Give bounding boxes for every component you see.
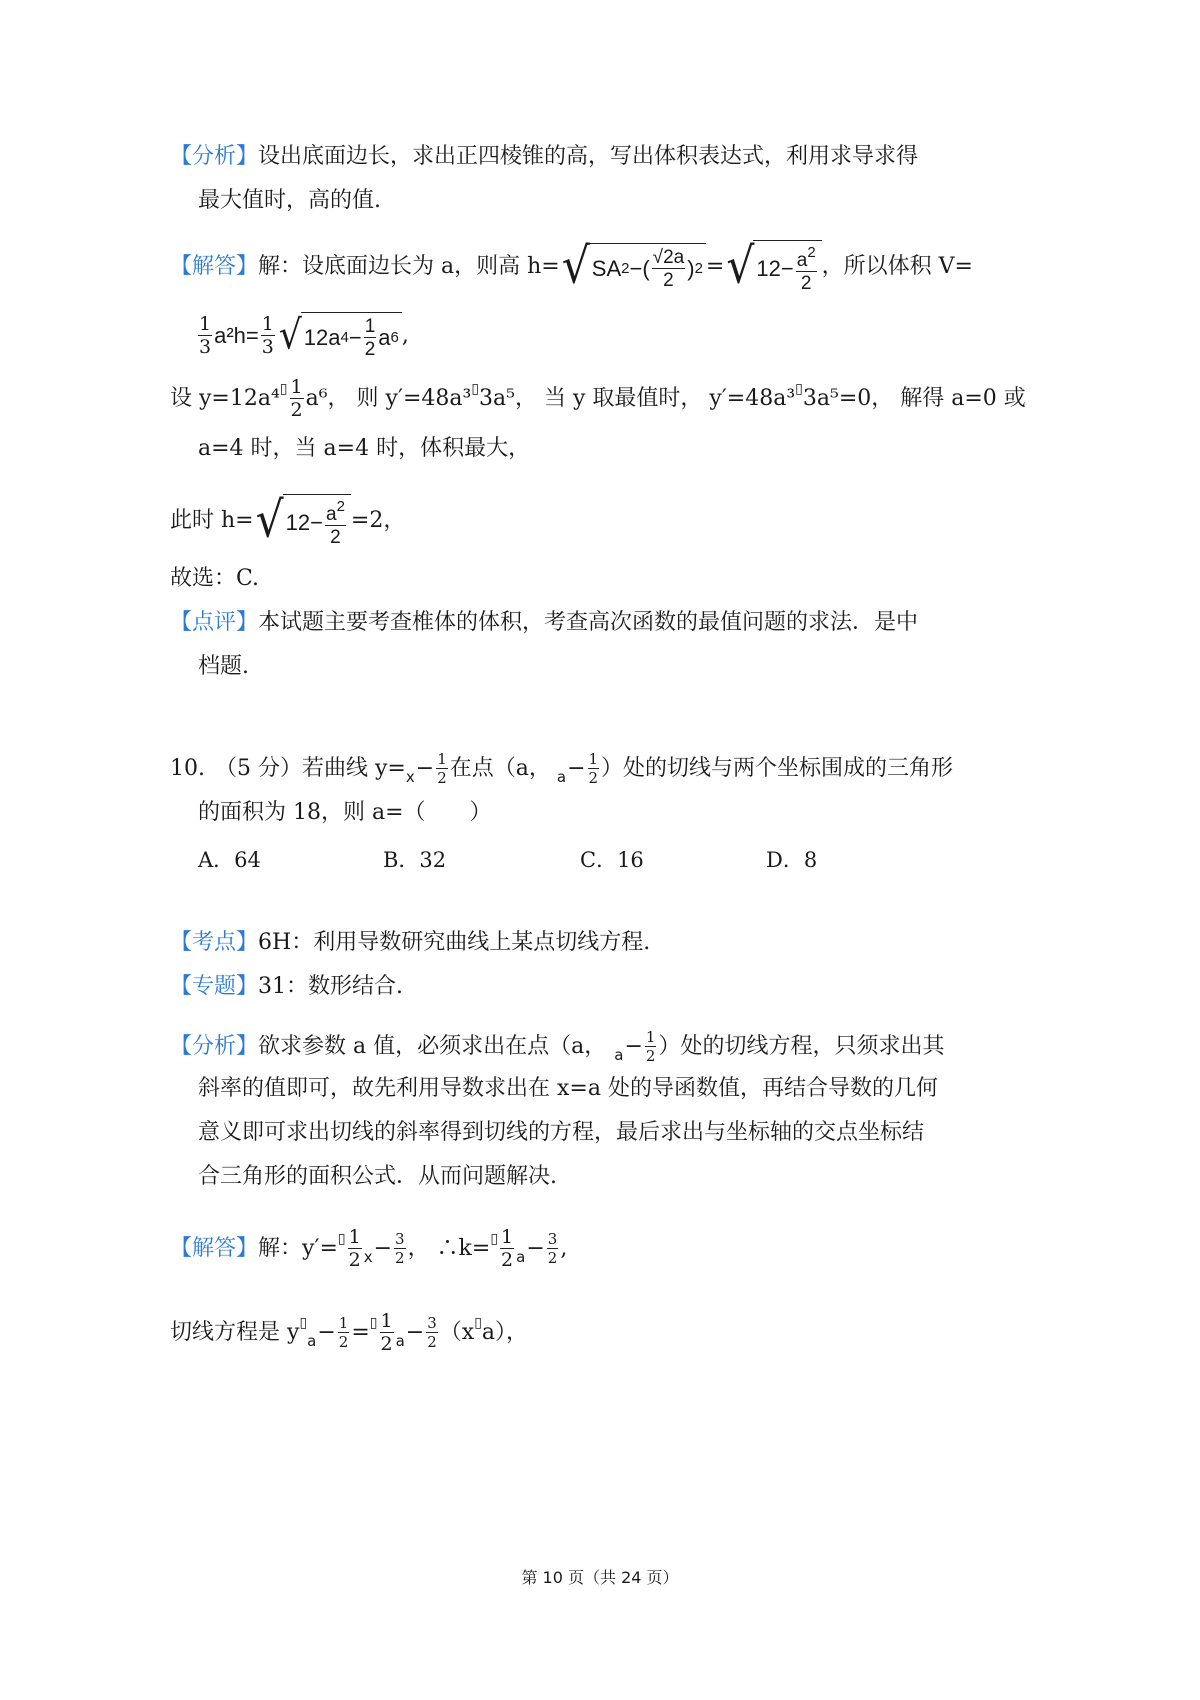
frac-num-11: 1 [501, 1226, 514, 1248]
math-x: x [405, 768, 415, 786]
math-sa: SA [591, 256, 622, 281]
zhuanti-line [170, 972, 403, 1002]
frac-num-10: 3 [395, 1230, 405, 1248]
analysis2-text-4: 合三角形的面积公式．从而问题解决. [198, 1164, 557, 1189]
frac-den: 3 [199, 335, 212, 358]
frac-num-2: 1 [261, 312, 274, 335]
math-minus-9: − [526, 1236, 545, 1261]
sqrt-expression-2: √ 12 − $\frac{a^2}{2}$ [726, 240, 821, 293]
option-c[interactable]: C．16 [580, 848, 644, 872]
frac-den-5: 2 [330, 527, 341, 548]
sqrt-expression-4: √ 12 − $\frac{a^2}{2}$ [256, 494, 351, 547]
placeholder-glyph-4: ▯ [337, 1231, 346, 1247]
math-minus-11: − [405, 1320, 425, 1345]
analysis2-post: ）处的切线方程，只须求出其 [658, 1034, 945, 1059]
analysis2-pre: 欲求参数 a 值，必须求出在点（a， [258, 1034, 607, 1059]
frac-den-9: 2 [348, 1249, 361, 1271]
frac-den-14: 2 [380, 1333, 393, 1355]
question-line-2: 的面积为 18，则 a=（ ） [198, 800, 492, 825]
solution2-mid: ， ∴k= [407, 1236, 491, 1261]
question-number: 10. [170, 756, 205, 781]
sqrt-expression-3: √ 12a 4 − $\frac{1}{2}$ a 6 [279, 312, 402, 359]
tangent-pre: 切线方程是 y [170, 1320, 300, 1345]
math-a-4: a [326, 504, 337, 525]
solution2-line-1 [170, 1228, 567, 1270]
placeholder-glyph: ▯ [279, 381, 288, 397]
math-12a: 12a [303, 325, 341, 350]
answer-text: 故选：C. [170, 566, 260, 591]
analysis-text-2: 最大值时，高的值. [198, 188, 381, 213]
frac-num: 1 [199, 312, 212, 335]
math-minus-7: − [624, 1034, 643, 1059]
solution-text: 解：设底面边长为 a，则高 h= [258, 253, 560, 279]
tangent-line: 切线方程是 y ▯ a − $\frac{1}{2}$ = ▯ $\frac{1}{2}$ a − $\frac{3}{2}$ （x ▯ a）， [170, 1310, 529, 1355]
kaodian-tag: 【考点】 [170, 930, 259, 955]
h-pre: 此时 h= [170, 507, 254, 533]
math-a-2: a [796, 250, 808, 271]
placeholder-glyph-5: ▯ [490, 1231, 499, 1247]
analysis2-line-4 [198, 1162, 557, 1192]
a4-text: a=4 时，当 a=4 时，体积最大， [198, 436, 531, 461]
analysis-line-1 [170, 142, 918, 172]
math-sqrt2: √2 [652, 247, 674, 268]
solution-line-1: 【解答】 解：设底面边长为 a，则高 h= √ SA 2 − ( $\frac{√2a}{2}$ ) 2 = √ 12 − $\frac{a^2}{2}$ ，所以体积 V= [170, 237, 973, 295]
math-minus-8: − [373, 1236, 393, 1261]
set-y-tail: a⁶， 则 y′=48a³ [305, 386, 472, 411]
analysis2-tag: 【分析】 [170, 1034, 259, 1059]
zhuanti-text: 31：数形结合. [258, 974, 404, 999]
comment-text-2: 档题. [198, 654, 249, 679]
set-y-tail-3: 3a⁵=0， 解得 a=0 或 [802, 386, 1026, 411]
frac-den-7: 2 [588, 769, 599, 787]
frac-num-6: 1 [437, 750, 447, 768]
question-10-line-1 [170, 752, 953, 786]
analysis2-line-1 [170, 1030, 944, 1064]
frac-den-3: 2 [364, 339, 376, 360]
comment-line-2 [198, 652, 249, 682]
math-a-6: a [614, 1046, 624, 1064]
frac-den-11: 2 [501, 1249, 514, 1271]
math-minus-6: − [567, 756, 586, 781]
question-mid: 在点（a， [449, 756, 551, 781]
zhuanti-tag: 【专题】 [170, 974, 259, 999]
solution2-tail: , [560, 1236, 568, 1261]
math-minus: − [629, 256, 643, 281]
math-a-8: a [307, 1332, 317, 1350]
math-den: 2 [663, 270, 674, 291]
math-12-b: 12 [285, 510, 311, 535]
option-b[interactable]: B．32 [383, 848, 447, 872]
kaodian-line [170, 928, 650, 958]
math-exp: 2 [621, 260, 630, 277]
math-exp-4: 4 [340, 329, 349, 346]
frac-num-12: 3 [547, 1230, 558, 1248]
math-a-9: a [395, 1332, 405, 1350]
question-10-line-2 [198, 798, 492, 828]
comment-text: 本试题主要考查椎体的体积，考查高次函数的最值问题的求法．是中 [258, 610, 919, 635]
a4-line [198, 434, 530, 464]
set-y: 设 y=12a⁴ [170, 386, 280, 411]
placeholder-glyph-2: ▯ [471, 381, 480, 397]
math-minus-4: − [310, 510, 323, 535]
volume-formula [196, 312, 409, 359]
sqrt-expression-1: √ SA 2 − ( $\frac{√2a}{2}$ ) 2 [562, 243, 706, 290]
frac-den-13: 2 [338, 1333, 349, 1351]
math-exp-6: 6 [390, 329, 399, 346]
placeholder-glyph-6: ▯ [299, 1315, 308, 1331]
frac-den-6: 2 [437, 769, 447, 787]
option-a[interactable]: A．64 [198, 848, 261, 872]
frac-den-2: 3 [261, 335, 274, 358]
analysis2-line-3 [198, 1118, 924, 1148]
frac-den-8: 2 [645, 1047, 656, 1065]
analysis2-text-2: 斜率的值即可，故先利用导数求出在 x=a 处的导函数值，再结合导数的几何 [198, 1076, 938, 1101]
frac-num-7: 1 [588, 750, 599, 768]
math-a: a [673, 247, 685, 268]
math-12: 12 [756, 256, 781, 281]
comment-line-1 [170, 608, 918, 638]
placeholder-glyph-8: ▯ [474, 1315, 482, 1331]
frac-num-9: 1 [348, 1226, 361, 1248]
frac-den-10: 2 [395, 1249, 405, 1267]
math-a-3: a [378, 325, 391, 350]
analysis-line-2 [198, 186, 381, 216]
frac-den-4: 2 [290, 399, 303, 421]
h-line [170, 491, 406, 549]
analysis2-text-3: 意义即可求出切线的斜率得到切线的方程，最后求出与坐标轴的交点坐标结 [198, 1120, 925, 1145]
vol-tail: , [401, 322, 409, 348]
analysis-text: 设出底面边长，求出正四棱锥的高，写出体积表达式，利用求导求得 [258, 144, 919, 169]
frac-num-15: 3 [427, 1314, 437, 1332]
analysis-tag: 【分析】 [170, 144, 259, 169]
math-x-2: x [363, 1248, 373, 1266]
frac-num-8: 1 [645, 1028, 656, 1046]
placeholder-glyph-3: ▯ [795, 381, 803, 397]
question-score: （5 分）若曲线 y= [215, 756, 406, 781]
math-exp-5: 2 [336, 498, 345, 515]
math-minus-2: − [780, 256, 794, 281]
solution-tag: 【解答】 [170, 253, 259, 279]
comment-tag: 【点评】 [170, 610, 259, 635]
math-minus-10: − [317, 1320, 336, 1345]
math-minus-5: − [415, 756, 435, 781]
frac-num-13: 1 [338, 1314, 349, 1332]
question-tail: ）处的切线与两个坐标围成的三角形 [601, 756, 954, 781]
frac-num-14: 1 [380, 1310, 393, 1332]
vol-eq: a²h= [214, 322, 259, 348]
answer-line [170, 564, 259, 594]
solution-text-tail: ，所以体积 V= [821, 253, 973, 279]
math-minus-3: − [348, 325, 362, 350]
derivative-line [170, 378, 1026, 420]
kaodian-text: 6H：利用导数研究曲线上某点切线方程. [258, 930, 651, 955]
set-y-tail-2: 3a⁵， 当 y 取最值时， y′=48a³ [479, 386, 796, 411]
analysis2-line-2 [198, 1074, 938, 1104]
math-den-2: 2 [800, 273, 812, 294]
tangent-end: a）， [481, 1320, 529, 1345]
frac-num-3: 1 [364, 316, 376, 337]
tangent-tail: （x [439, 1320, 475, 1345]
math-exp-2: 2 [694, 260, 703, 277]
option-d[interactable]: D．8 [766, 848, 818, 872]
solution2-tag: 【解答】 [170, 1236, 259, 1261]
solution2-pre: 解：y′= [258, 1236, 338, 1261]
h-post: =2， [350, 507, 406, 533]
page-footer: 第 10 页（共 24 页） [521, 1568, 679, 1587]
math-exp-3: 2 [807, 244, 816, 261]
frac-den-12: 2 [547, 1249, 558, 1267]
frac-den-15: 2 [427, 1333, 437, 1351]
frac-num-4: 1 [290, 376, 303, 398]
math-a-7: a [516, 1248, 526, 1266]
math-a-5: a [556, 768, 567, 786]
placeholder-glyph-7: ▯ [369, 1315, 378, 1331]
